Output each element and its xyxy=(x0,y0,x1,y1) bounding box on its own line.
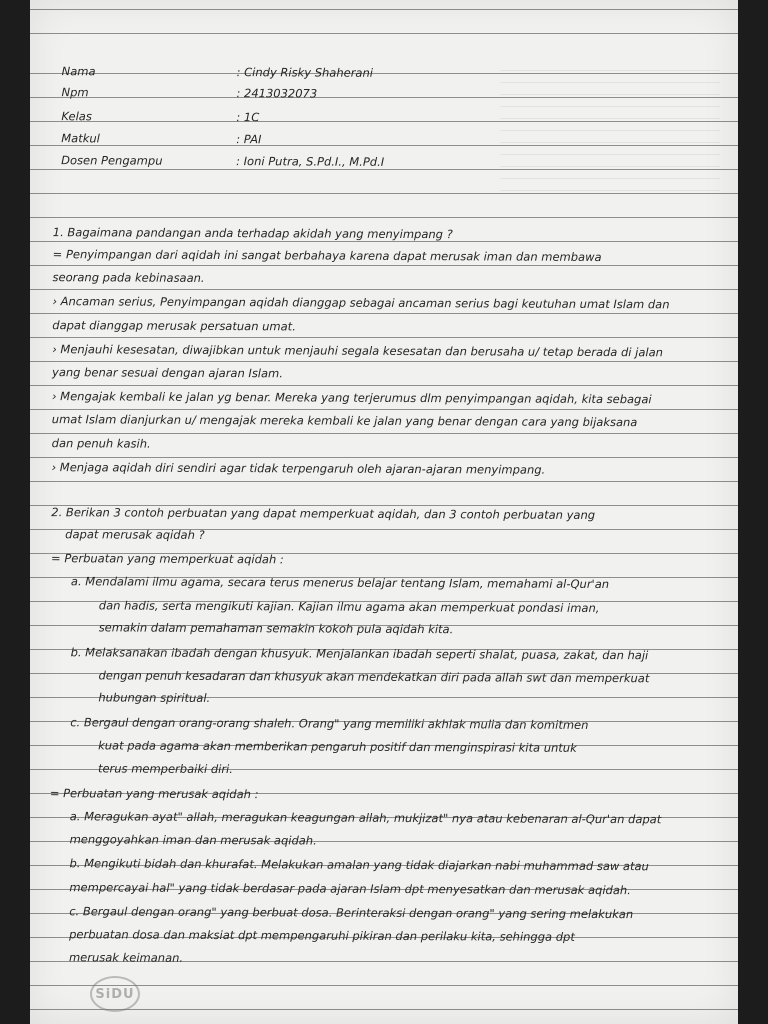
lecturer-value: : Ioni Putra, S.Pd.I., M.Pd.I xyxy=(236,154,385,169)
answer-line: dan penuh kasih. xyxy=(51,436,151,451)
bleed-through-shadow xyxy=(500,70,720,200)
answer-line: dengan penuh kesadaran dan khusyuk akan mendekatkan diri pada allah swt dan memperkuat xyxy=(98,668,650,686)
question-2-cont: dapat merusak aqidah ? xyxy=(65,527,205,542)
strengthen-heading: = Perbuatan yang memperkuat aqidah : xyxy=(51,551,284,567)
answer-line: = Penyimpangan dari aqidah ini sangat berbahaya karena dapat merusak iman dan membawa xyxy=(52,247,602,264)
answer-line: merusak keimanan. xyxy=(68,950,184,965)
answer-line: › Menjaga aqidah diri sendiri agar tidak terpengaruh oleh ajaran-ajaran menyimpang. xyxy=(51,460,546,477)
answer-line: dan hadis, serta mengikuti kajian. Kajian ilmu agama akan memperkuat pondasi iman, xyxy=(98,598,600,615)
answer-line: b. Melaksanakan ibadah dengan khusyuk. Menjalankan ibadah seperti shalat, puasa, zakat, dan haji xyxy=(70,645,649,663)
question-1: 1. Bagaimana pandangan anda terhadap akidah yang menyimpang ? xyxy=(52,225,453,242)
notebook-page xyxy=(30,0,738,1024)
class-label: Kelas xyxy=(61,109,92,124)
answer-line: a. Mendalami ilmu agama, secara terus menerus belajar tentang Islam, memahami al-Qur'an xyxy=(70,574,610,592)
class-value: : 1C xyxy=(236,110,260,125)
answer-line: b. Mengikuti bidah dan khurafat. Melakukan amalan yang tidak diajarkan nabi muhammad saw atau xyxy=(69,856,649,874)
answer-line: umat Islam dianjurkan u/ mengajak mereka kembali ke jalan yang benar dengan cara yang bijaksana xyxy=(51,412,638,430)
npm-label: Npm xyxy=(61,85,89,100)
answer-line: dapat dianggap merusak persatuan umat. xyxy=(52,318,296,334)
answer-line: a. Meragukan ayat" allah, meragukan keagungan allah, mukjizat" nya atau kebenaran al-Qur'an dapat xyxy=(69,809,662,827)
answer-line: kuat pada agama akan memberikan pengaruh positif dan menginspirasi kita untuk xyxy=(98,738,577,755)
answer-line: perbuatan dosa dan maksiat dpt mempengaruhi pikiran dan perilaku kita, sehingga dpt xyxy=(69,927,575,944)
question-2: 2. Berikan 3 contoh perbuatan yang dapat memperkuat aqidah, dan 3 contoh perbuatan yang xyxy=(51,505,596,522)
name-label: Nama xyxy=(61,64,96,79)
answer-line: semakin dalam pemahaman semakin kokoh pula aqidah kita. xyxy=(98,620,454,637)
answer-line: › Menjauhi kesesatan, diwajibkan untuk menjauhi segala kesesatan dan berusaha u/ tetap berada di jalan xyxy=(52,342,663,360)
answer-line: terus memperbaiki diri. xyxy=(97,761,233,777)
course-label: Matkul xyxy=(61,131,100,146)
answer-line: seorang pada kebinasaan. xyxy=(52,270,205,285)
answer-line: › Mengajak kembali ke jalan yg benar. Mereka yang terjerumus dlm penyimpangan aqidah, kita sebagai xyxy=(51,389,652,407)
handwritten-content xyxy=(30,0,738,965)
answer-line: c. Bergaul dengan orang-orang shaleh. Orang" yang memiliki akhlak mulia dan komitmen xyxy=(70,715,589,732)
course-value: : PAI xyxy=(236,132,262,147)
answer-line: hubungan spiritual. xyxy=(98,690,211,705)
name-value: : Cindy Risky Shaherani xyxy=(236,65,374,80)
npm-value: : 2413032073 xyxy=(236,86,318,101)
answer-line: › Ancaman serius, Penyimpangan aqidah dianggap sebagai ancaman serius bagi keutuhan umat Islam dan xyxy=(52,294,670,312)
answer-line: c. Bergaul dengan orang" yang berbuat dosa. Berinteraksi dengan orang" yang sering melakukan xyxy=(69,904,634,922)
damage-heading: = Perbuatan yang merusak aqidah : xyxy=(49,786,259,802)
answer-line: mempercayai hal" yang tidak berdasar pada ajaran Islam dpt menyesatkan dan merusak aqidah. xyxy=(69,880,631,898)
answer-line: yang benar sesuai dengan ajaran Islam. xyxy=(52,365,283,381)
lecturer-label: Dosen Pengampu xyxy=(61,153,163,168)
answer-line: menggoyahkan iman dan merusak aqidah. xyxy=(69,832,317,848)
paper-brand-logo: SiDU xyxy=(90,976,140,1012)
student-info xyxy=(30,0,738,169)
